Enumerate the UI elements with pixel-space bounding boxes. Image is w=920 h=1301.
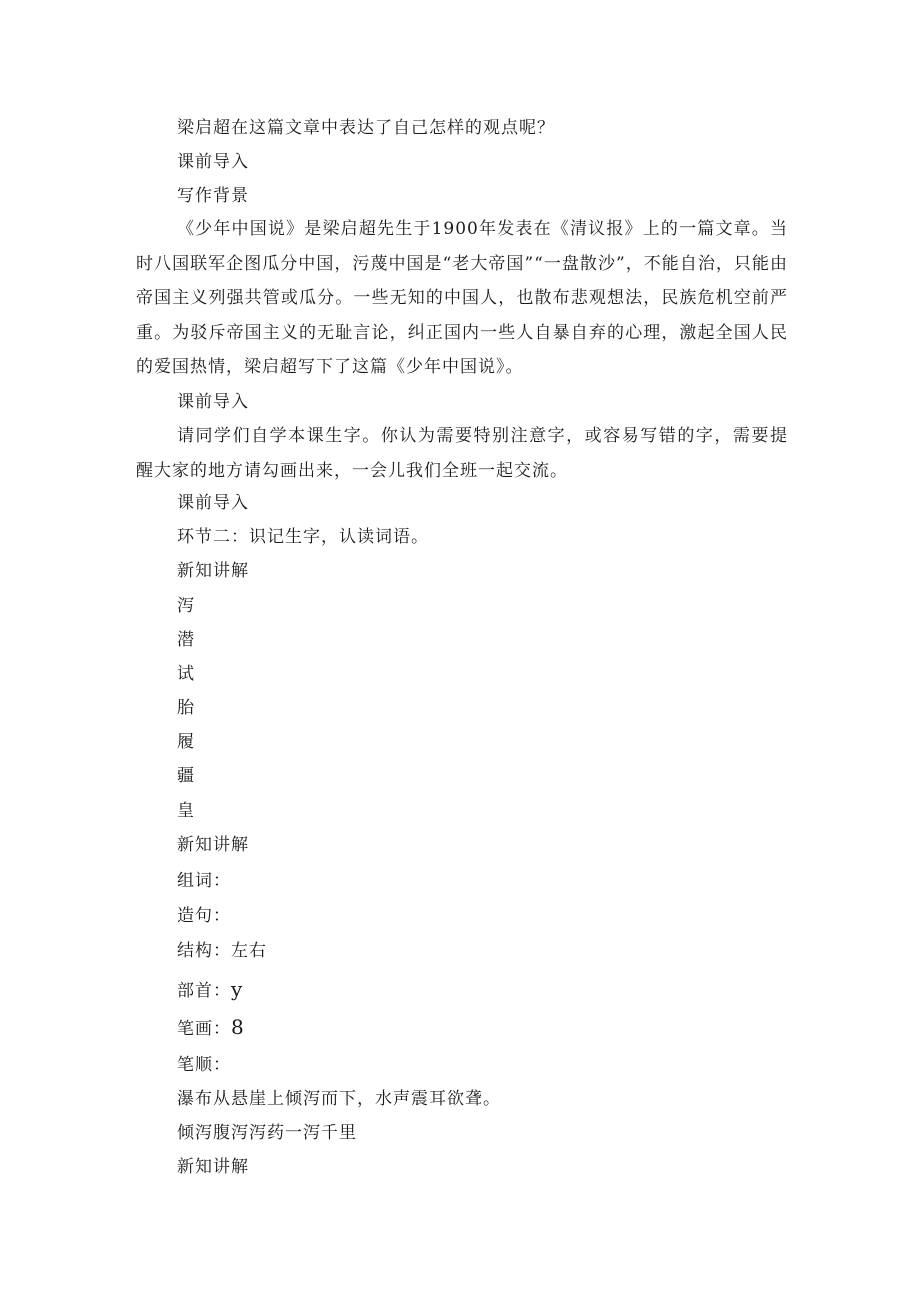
character-item: 潜 [177,630,195,650]
word-formation-label: 组词： [177,871,231,891]
character-item: 疆 [177,766,195,786]
character-item: 履 [177,732,195,752]
structure-line: 结构：左右 [177,941,267,961]
character-item: 泻 [177,596,195,616]
section-heading: 新知讲解 [177,561,249,581]
step-heading: 环节二：识记生字，认读词语。 [177,527,429,547]
section-heading: 新知讲解 [177,835,249,855]
character-item: 胎 [177,698,195,718]
character-item: 试 [177,664,195,684]
question-line: 梁启超在这篇文章中表达了自己怎样的观点呢？ [177,118,555,138]
section-heading: 课前导入 [177,152,249,172]
example-sentence: 瀑布从悬崖上倾泻而下，水声震耳欲聋。 [177,1089,501,1109]
stroke-count-value: 8 [231,1015,245,1039]
stroke-count-line [177,1015,245,1041]
radical-label: 部首： [177,981,231,1001]
character-item: 皇 [177,801,195,821]
subsection-heading: 写作背景 [177,186,249,206]
radical-line [177,977,243,1003]
stroke-count-label: 笔画： [177,1019,231,1039]
sentence-label: 造句： [177,906,231,926]
section-heading: 课前导入 [177,392,249,412]
radical-value: y [231,977,244,1001]
instruction-paragraph: 请同学们自学本课生字。你认为需要特别注意字，或容易写错的字，需要提醒大家的地方请勾画出来，一会儿我们全班一起交流。 [136,426,788,481]
section-heading: 课前导入 [177,493,249,513]
stroke-order-label: 笔顺： [177,1055,231,1075]
background-paragraph: 《少年中国说》是梁启超先生于1900年发表在《清议报》上的一篇文章。当时八国联军企图瓜分中国，污蔑中国是“老大帝国”“一盘散沙”，不能自治，只能由帝国主义列强共管或瓜分。一些无知的中国人，也散布悲观想法，民族危机空前严重。为驳斥帝国主义的无耻言论，纠正国内一些人自暴自弃的心理，激起全国人民的爱国热情，梁启超写下了这篇《少年中国说》。 [136,219,788,377]
section-heading: 新知讲解 [177,1157,249,1177]
word-list: 倾泻腹泻泻药一泻千里 [177,1123,357,1143]
